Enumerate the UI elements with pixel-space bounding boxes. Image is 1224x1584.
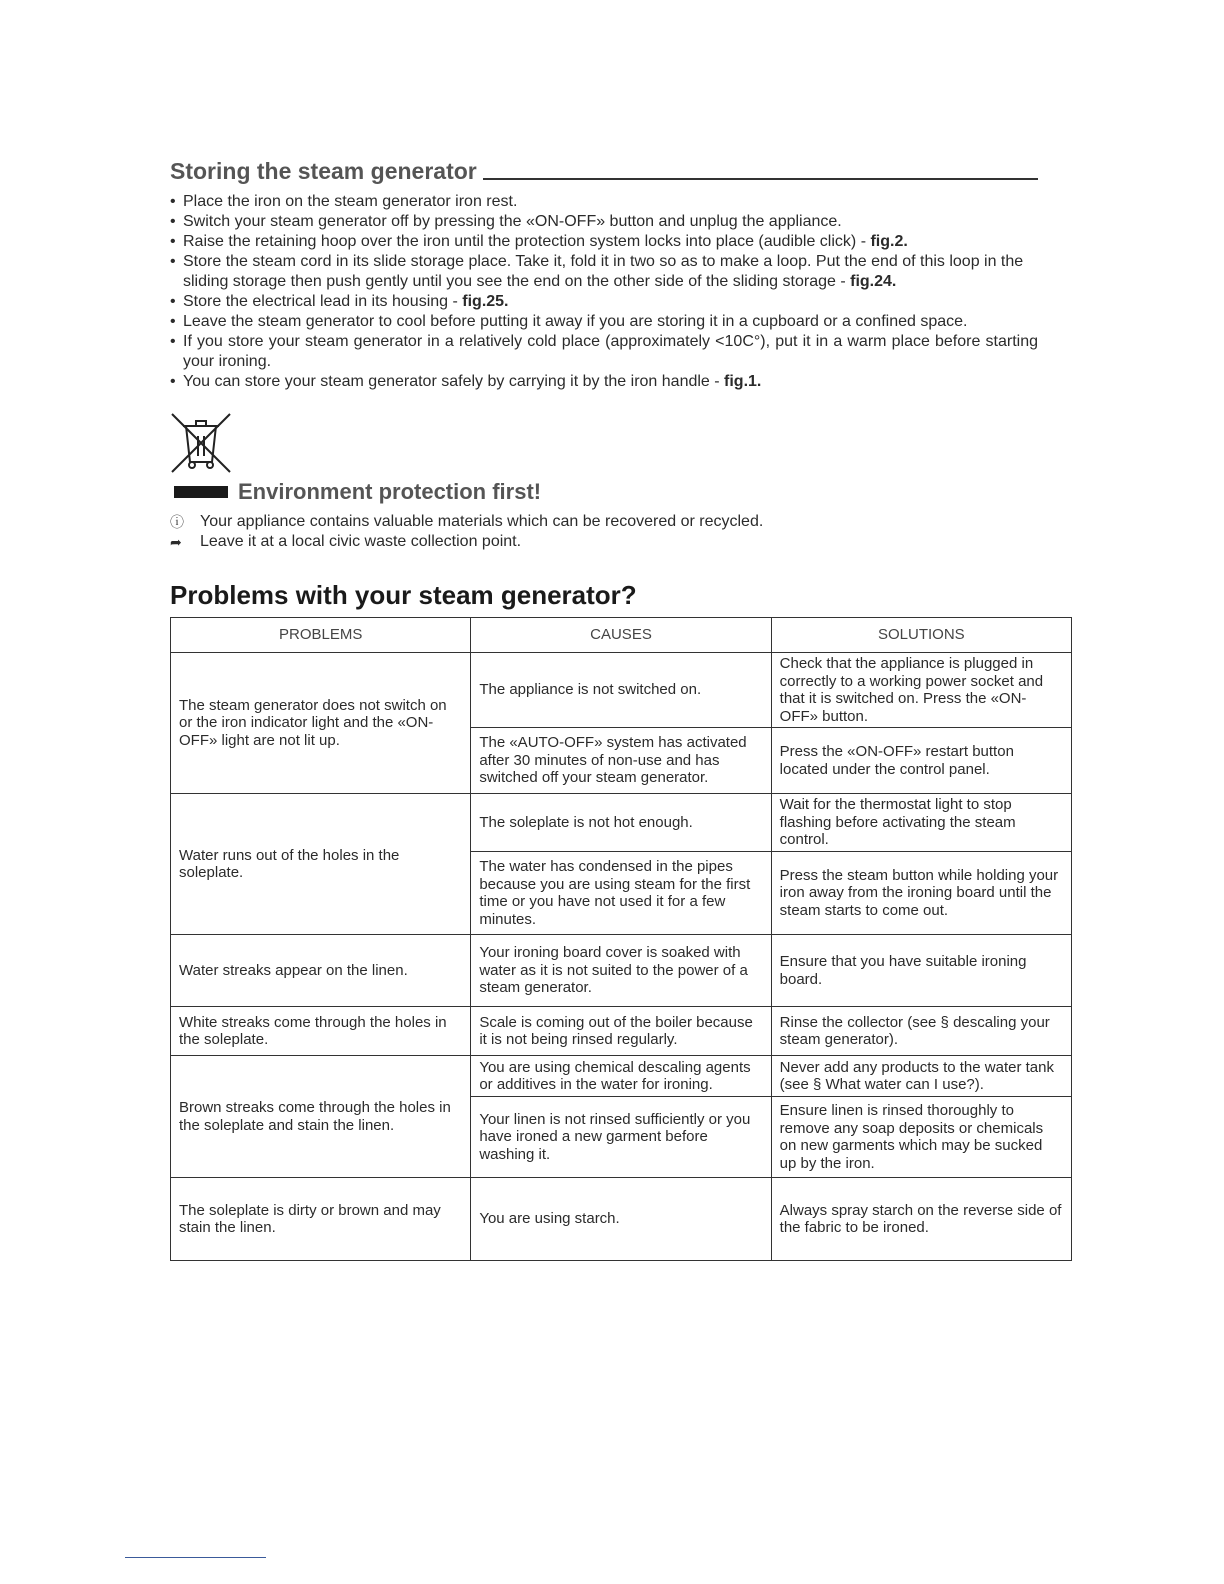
solution-cell: Press the steam button while holding your iron away from the ironing board until the steam starts to come out.	[771, 852, 1071, 935]
solution-cell: Check that the appliance is plugged in correctly to a working power socket and that it is switched on. Press the «ON-OFF» button.	[771, 653, 1071, 728]
return-arrow-icon: ➦	[170, 534, 182, 550]
figure-ref: fig.24.	[850, 273, 897, 290]
cause-cell: The water has condensed in the pipes because you are using steam for the first time or you have not used it for a few minutes.	[471, 852, 771, 935]
problem-cell: The steam generator does not switch on or the iron indicator light and the «ON-OFF» light are not lit up.	[171, 653, 471, 794]
problem-cell: White streaks come through the holes in the soleplate.	[171, 1007, 471, 1056]
storing-title: Storing the steam generator	[170, 158, 477, 184]
cause-cell: Your ironing board cover is soaked with water as it is not suited to the power of a steam generator.	[471, 935, 771, 1007]
header-solutions: SOLUTIONS	[771, 618, 1071, 653]
storing-item: • Leave the steam generator to cool before putting it away if you are storing it in a cupboard or a confined space.	[170, 312, 1038, 332]
solution-cell: Wait for the thermostat light to stop flashing before activating the steam control.	[771, 794, 1071, 852]
cause-cell: The «AUTO-OFF» system has activated after 30 minutes of non-use and has switched off your steam generator.	[471, 728, 771, 794]
problem-cell: Water streaks appear on the linen.	[171, 935, 471, 1007]
cause-cell: You are using starch.	[471, 1178, 771, 1261]
environment-title: Environment protection first!	[238, 479, 542, 504]
environment-text	[170, 512, 1070, 552]
storing-item: • Switch your steam generator off by pressing the «ON-OFF» button and unplug the appliance.	[170, 212, 1038, 232]
info-icon: ⓘ	[170, 514, 184, 530]
cause-cell: You are using chemical descaling agents or additives in the water for ironing.	[471, 1056, 771, 1097]
footer-rule	[125, 1557, 266, 1558]
crossed-bin-icon	[170, 412, 232, 474]
table-row	[171, 1007, 1072, 1056]
cause-cell: The soleplate is not hot enough.	[471, 794, 771, 852]
black-bar	[174, 486, 228, 498]
header-problems: PROBLEMS	[171, 618, 471, 653]
problem-cell: The soleplate is dirty or brown and may stain the linen.	[171, 1178, 471, 1261]
figure-ref: fig.1.	[724, 373, 762, 390]
header-causes: CAUSES	[471, 618, 771, 653]
solution-cell: Press the «ON-OFF» restart button located under the control panel.	[771, 728, 1071, 794]
cause-cell: The appliance is not switched on.	[471, 653, 771, 728]
table-row	[171, 935, 1072, 1007]
solution-cell: Rinse the collector (see § descaling your steam generator).	[771, 1007, 1071, 1056]
figure-ref: fig.2.	[870, 233, 908, 250]
solution-cell: Never add any products to the water tank (see § What water can I use?).	[771, 1056, 1071, 1097]
storing-item: • You can store your steam generator safely by carrying it by the iron handle - fig.1.	[170, 372, 1038, 392]
storing-list	[170, 192, 1038, 392]
problem-cell: Brown streaks come through the holes in the soleplate and stain the linen.	[171, 1056, 471, 1178]
cause-cell: Scale is coming out of the boiler because it is not being rinsed regularly.	[471, 1007, 771, 1056]
environment-section	[170, 478, 1070, 552]
solution-cell: Always spray starch on the reverse side of the fabric to be ironed.	[771, 1178, 1071, 1261]
table-row	[171, 794, 1072, 852]
table-row	[171, 1056, 1072, 1097]
solution-cell: Ensure linen is rinsed thoroughly to remove any soap deposits or chemicals on new garments which may be sucked up by the iron.	[771, 1097, 1071, 1178]
storing-heading-row	[170, 156, 1038, 186]
table-row	[171, 1178, 1072, 1261]
storing-item: • Store the electrical lead in its housing - fig.25.	[170, 292, 1038, 312]
problem-cell: Water runs out of the holes in the soleplate.	[171, 794, 471, 935]
heading-rule	[483, 178, 1038, 180]
solution-cell: Ensure that you have suitable ironing board.	[771, 935, 1071, 1007]
figure-ref: fig.25.	[462, 293, 509, 310]
storing-section	[170, 156, 1038, 392]
troubleshooting-table	[170, 617, 1072, 1261]
environment-line: ➦ Leave it at a local civic waste collection point.	[170, 533, 522, 550]
environment-line: ⓘ Your appliance contains valuable materials which can be recovered or recycled.	[170, 513, 764, 530]
problems-section	[170, 578, 637, 612]
storing-item: • Raise the retaining hoop over the iron until the protection system locks into place (audible click) - fig.2.	[170, 232, 1038, 252]
table-header-row	[171, 618, 1072, 653]
cause-cell: Your linen is not rinsed sufficiently or you have ironed a new garment before washing it.	[471, 1097, 771, 1178]
storing-item: • If you store your steam generator in a relatively cold place (approximately <10C°), put it in a warm place before starting your ironing.	[170, 332, 1038, 372]
table-row	[171, 653, 1072, 728]
storing-item: • Place the iron on the steam generator iron rest.	[170, 192, 1038, 212]
problems-title: Problems with your steam generator?	[170, 580, 637, 610]
environment-heading-row	[170, 478, 1070, 506]
storing-item: • Store the steam cord in its slide storage place. Take it, fold it in two so as to make a loop. Put the end of this loop in the sliding storage then push gently until you see the end on the other side of the sliding storage - fig.24.	[170, 252, 1038, 292]
